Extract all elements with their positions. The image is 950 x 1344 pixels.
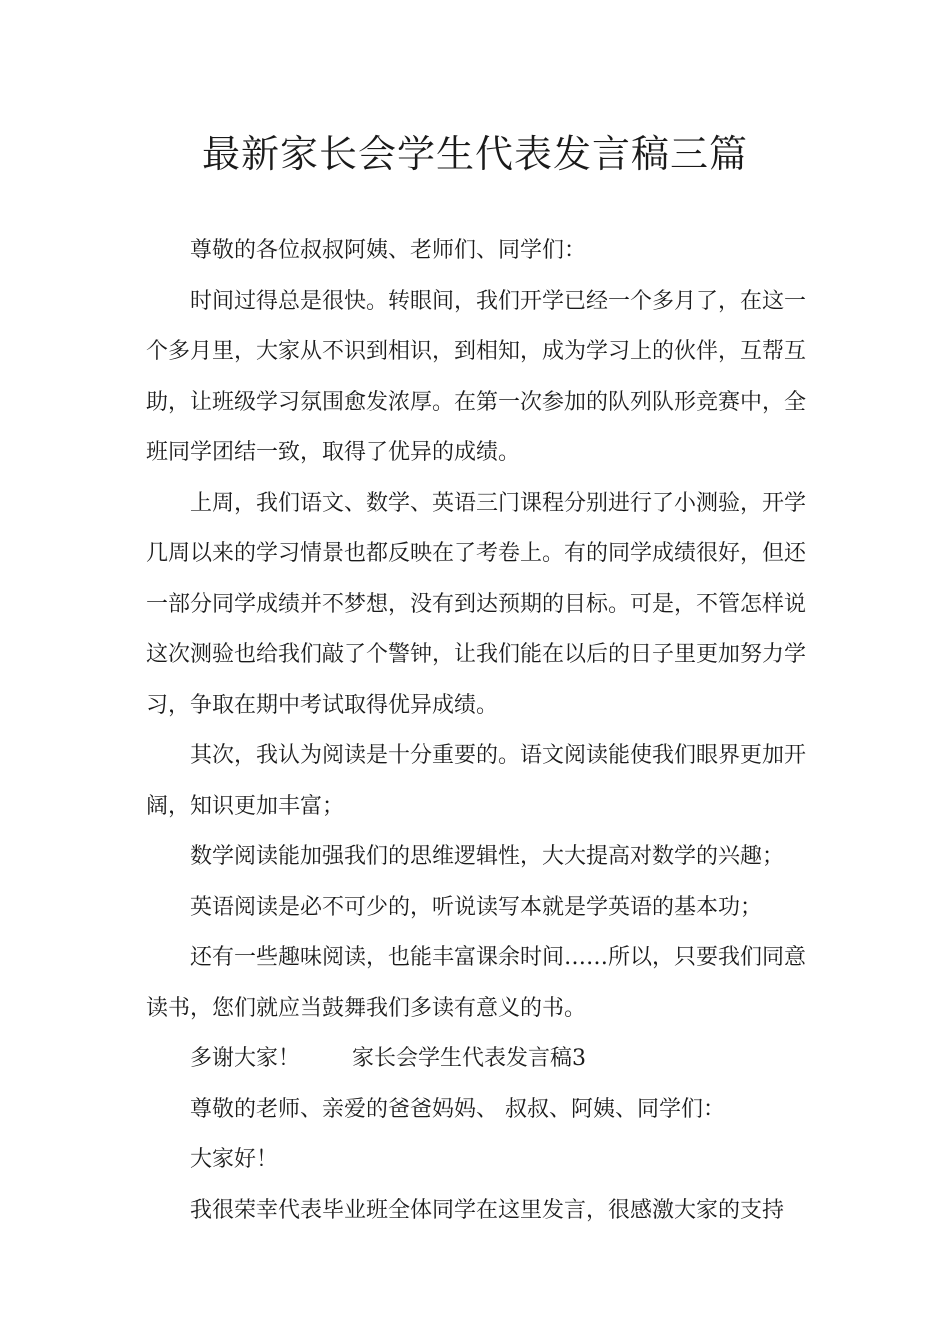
paragraph-5: 英语阅读是必不可少的，听说读写本就是学英语的基本功； <box>190 894 763 920</box>
paragraph-3: 其次，我认为阅读是十分重要的。语文阅读能使我们眼界更加开阔，知识更加丰富； <box>146 743 807 819</box>
document-title: 最新家长会学生代表发言稿三篇 <box>201 132 748 176</box>
paragraph-4: 数学阅读能加强我们的思维逻辑性，大大提高对数学的兴趣； <box>190 844 785 869</box>
thanks-and-heading-line <box>146 1034 806 1085</box>
paragraph-salutation-2: 尊敬的老师、亲爱的爸爸妈妈、 叔叔、阿姨、同学们： <box>190 1096 725 1122</box>
paragraph-salutation: 尊敬的各位叔叔阿姨、老师们、同学们： <box>190 238 587 263</box>
paragraph-2: 上周，我们语文、数学、英语三门课程分别进行了小测验，开学几周以来的学习情景也都反映在了考卷上。有的同学成绩很好，但还一部分同学成绩并不梦想，没有到达预期的目标。可是，不管怎样说这次测验也给我们敲了个警钟，让我们能在以后的日子里更加努力学习，争取在期中考试取得优异成绩。 <box>146 490 807 718</box>
section-heading: 家长会学生代表发言稿3 <box>352 1046 587 1071</box>
thanks-text: 多谢大家！ <box>190 1046 301 1071</box>
paragraph-greeting: 大家好！ <box>190 1147 279 1172</box>
paragraph-6: 还有一些趣味阅读，也能丰富课余时间……所以，只要我们同意读书，您们就应当鼓舞我们多读有意义的书。 <box>146 945 807 1021</box>
paragraph-opening: 我很荣幸代表毕业班全体同学在这里发言，很感激大家的支持 <box>190 1197 785 1223</box>
document-body <box>146 226 806 1236</box>
paragraph-1: 时间过得总是很快。转眼间，我们开学已经一个多月了，在这一个多月里，大家从不识到相识，到相知，成为学习上的伙伴，互帮互助，让班级学习氛围愈发浓厚。在第一次参加的队列队形竞赛中，全班同学团结一致，取得了优异的成绩。 <box>146 288 807 465</box>
